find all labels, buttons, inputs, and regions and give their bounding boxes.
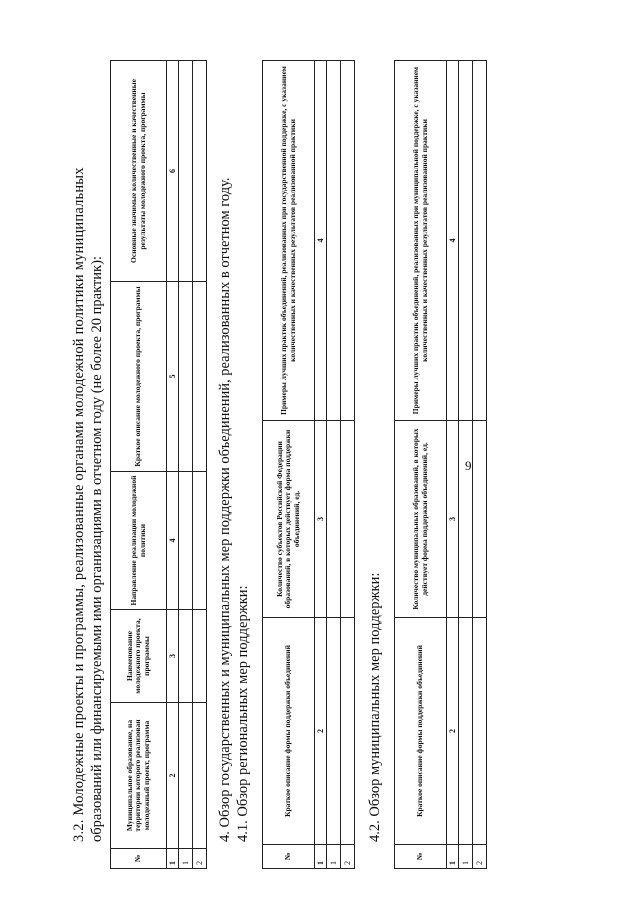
header-project-name: Наименование молодежного проекта, программы	[111, 610, 167, 703]
regional-support-table	[262, 60, 355, 869]
table-cell	[341, 421, 355, 618]
header-support-form: Краткое описание формы поддержки объединений	[263, 618, 315, 845]
section-4-heading: 4. Обзор государственных и муниципальных мер поддержки объединений, реализованных в отчетном году.	[217, 177, 233, 842]
col-number-cell: 3	[447, 421, 459, 618]
table-row	[459, 61, 473, 869]
table-cell	[473, 421, 487, 618]
col-number-cell: 6	[167, 61, 179, 282]
col-number-cell: 4	[167, 472, 179, 610]
col-number-cell: 1	[315, 845, 327, 869]
col-number-cell: 3	[167, 610, 179, 703]
row-index: 2	[193, 849, 207, 869]
table-cell	[341, 618, 355, 845]
col-number-cell: 4	[447, 61, 459, 421]
table-cell	[459, 421, 473, 618]
section-3-2-line-2: образований или финансируемыми ими организациями в отчетном году (не более 20 практик):	[89, 256, 105, 842]
table-row	[341, 61, 355, 869]
table-cell	[341, 61, 355, 421]
header-subjects-count: Количество субъектов Российской Федерации образований, в которых действует форма поддержки объединений, ед.	[263, 421, 315, 618]
table-cell	[179, 61, 193, 282]
header-best-practices: Примеры лучших практик объединений, реализованных при государственной поддержке, с указанием количественных и качественных результатов реализованной практики	[263, 61, 315, 421]
table-cell	[193, 282, 207, 472]
header-number: №	[395, 845, 447, 869]
col-number-cell: 1	[167, 849, 179, 869]
header-support-form: Краткое описание формы поддержки объединений	[395, 618, 447, 845]
col-number-cell: 5	[167, 282, 179, 472]
table-cell	[179, 282, 193, 472]
table-cell	[179, 610, 193, 703]
table-cell	[459, 618, 473, 845]
table-cell	[327, 421, 341, 618]
header-municipalities-count: Количество муниципальных образований, в которых действует форма поддержки объединений, ед.	[395, 421, 447, 618]
table-row	[179, 61, 193, 869]
row-index: 2	[341, 845, 355, 869]
col-number-cell: 3	[315, 421, 327, 618]
header-results: Основные значимые количественные и качественные результаты молодежного проекта, программы	[111, 61, 167, 282]
section-4-1-heading: 4.1. Обзор региональных мер поддержки:	[235, 585, 251, 842]
table-row	[473, 61, 487, 869]
col-number-cell: 2	[167, 703, 179, 849]
row-index: 1	[179, 849, 193, 869]
row-index: 2	[473, 845, 487, 869]
table-cell	[193, 703, 207, 849]
municipal-support-table	[394, 60, 487, 869]
table-cell	[193, 610, 207, 703]
page-number: 9	[465, 458, 472, 473]
projects-table	[110, 60, 207, 869]
header-number: №	[263, 845, 315, 869]
header-description: Краткое описание молодежного проекта, программы	[111, 282, 167, 472]
table-cell	[179, 472, 193, 610]
table-cell	[179, 703, 193, 849]
header-best-practices: Примеры лучших практик объединений, реализованных при муниципальной поддержке, с указанием количественных и качественных результатов реализованной практики	[395, 61, 447, 421]
section-3-2-line-1: 3.2. Молодежные проекты и программы, реализованные органами молодежной политики муниципальных	[71, 167, 87, 842]
header-number: №	[111, 849, 167, 869]
table-cell	[193, 61, 207, 282]
section-4-2-heading: 4.2. Обзор муниципальных мер поддержки:	[367, 572, 383, 842]
row-index: 1	[459, 845, 473, 869]
col-number-cell: 2	[315, 618, 327, 845]
table-cell	[459, 61, 473, 421]
table-cell	[327, 618, 341, 845]
col-number-cell: 1	[447, 845, 459, 869]
table-row	[193, 61, 207, 869]
header-municipality: Муниципальное образование, на территории которого реализован молодежный проект, программа	[111, 703, 167, 849]
table-cell	[473, 61, 487, 421]
col-number-cell: 2	[447, 618, 459, 845]
table-cell	[327, 61, 341, 421]
header-direction: Направление реализации молодежной политики	[111, 472, 167, 610]
row-index: 1	[327, 845, 341, 869]
table-cell	[193, 472, 207, 610]
table-row	[327, 61, 341, 869]
table-cell	[473, 618, 487, 845]
col-number-cell: 4	[315, 61, 327, 421]
